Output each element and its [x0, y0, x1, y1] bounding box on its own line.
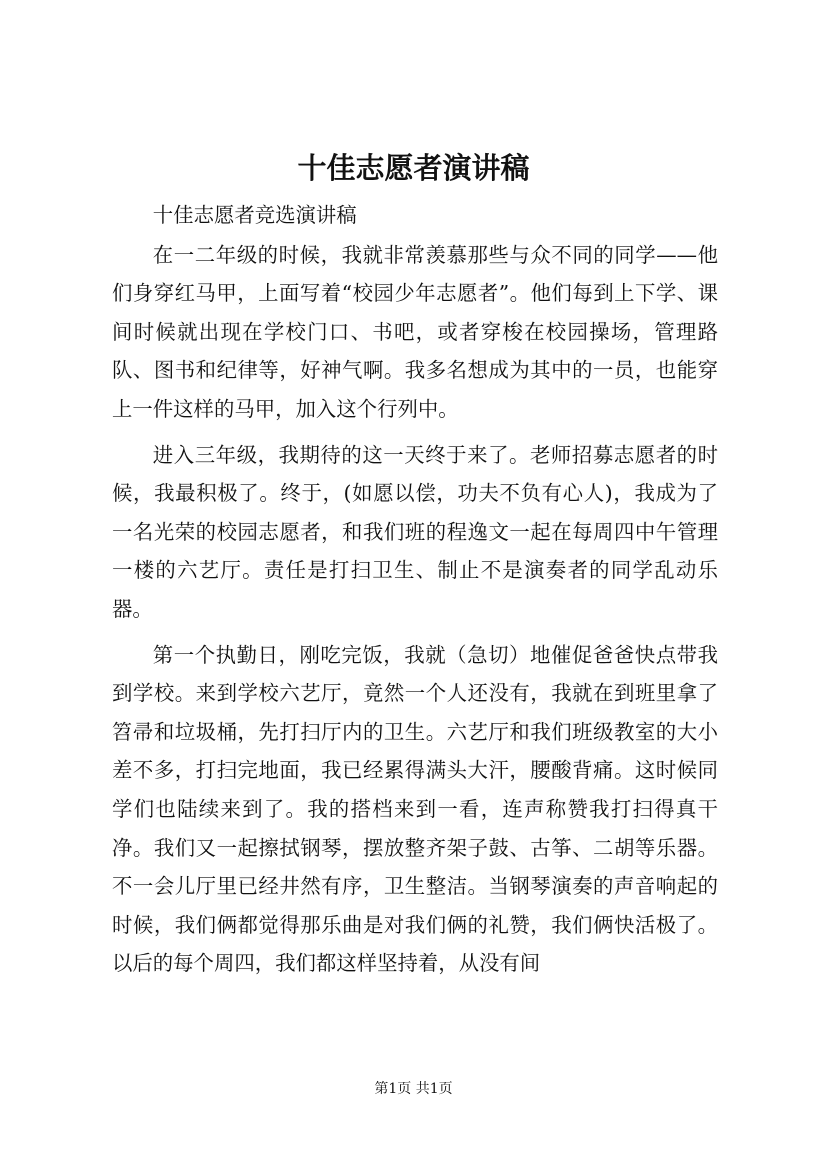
document-title: 十佳志愿者演讲稿 — [297, 151, 530, 185]
paragraph-1: 在一二年级的时候，我就非常羡慕那些与众不同的同学——他们身穿红马甲，上面写着“校园少年志愿者”。他们每到上下学、课间时候就出现在学校门口、书吧，或者穿梭在校园操场，管理路队、图书和纪律等，好神气啊。我多名想成为其中的一员，也能穿上一件这样的马甲，加入这个行列中。 — [112, 242, 718, 421]
document-subtitle: 十佳志愿者竞选演讲稿 — [152, 203, 357, 227]
page-number-footer: 第1页 共1页 — [374, 1081, 453, 1097]
document-body — [112, 196, 718, 990]
paragraph-2: 进入三年级，我期待的这一天终于来了。老师招募志愿者的时候，我最积极了。终于，(如愿以偿，功夫不负有心人)，我成为了一名光荣的校园志愿者，和我们班的程逸文一起在每周四中午管理一楼的六艺厅。责任是打扫卫生、制止不是演奏者的同学乱动乐器。 — [112, 442, 718, 621]
paragraph-3: 第一个执勤日，刚吃完饭，我就（急切）地催促爸爸快点带我到学校。来到学校六艺厅，竟然一个人还没有，我就在到班里拿了笤帚和垃圾桶，先打扫厅内的卫生。六艺厅和我们班级教室的大小差不多，打扫完地面，我已经累得满头大汗，腰酸背痛。这时候同学们也陆续来到了。我的搭档来到一看，连声称赞我打扫得真干净。我们又一起擦拭钢琴，摆放整齐架子鼓、古筝、二胡等乐器。不一会儿厅里已经井然有序，卫生整洁。当钢琴演奏的声音响起的时候，我们俩都觉得那乐曲是对我们俩的礼赞，我们俩快活极了。以后的每个周四，我们都这样坚持着，从没有间 — [112, 642, 718, 976]
